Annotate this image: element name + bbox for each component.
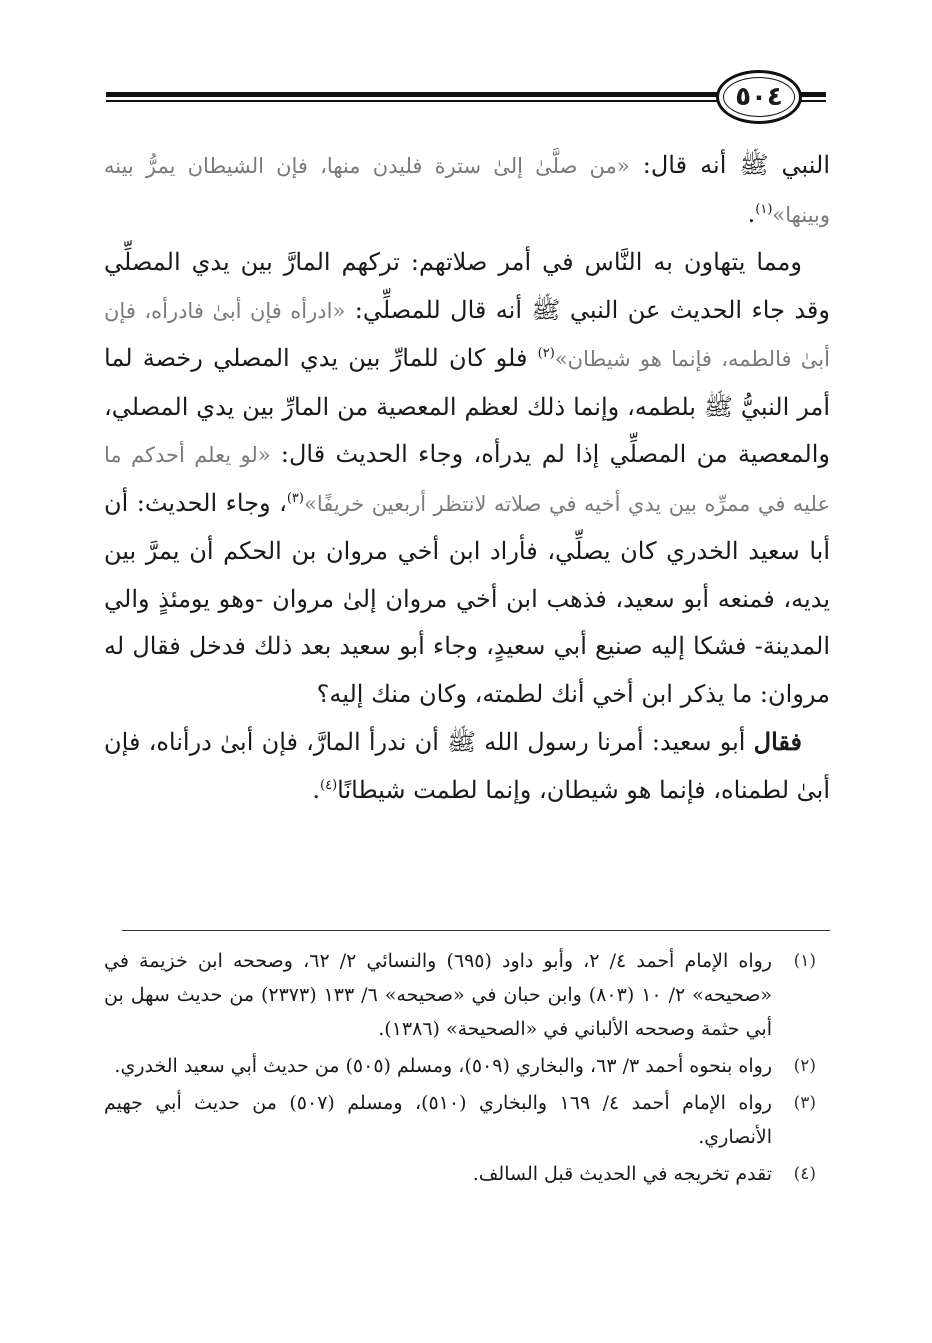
p3-lead: فقال — [753, 727, 802, 756]
footnotes — [104, 944, 816, 1194]
footnote-number: (٤) — [793, 1164, 816, 1184]
footnote-item — [104, 1086, 816, 1154]
hadith-quote-1: «من صلَّىٰ إلىٰ سترة فليدن منها، فإن الشيطان يمرُّ بينه وبينها» — [104, 154, 830, 227]
footnote-item — [104, 944, 816, 1046]
footnote-number: (٢) — [793, 1056, 816, 1076]
footnote-item — [104, 1157, 816, 1191]
p2-text-2: فلو كان للمارِّ بين يدي المصلي رخصة لما أمر النبيُّ ﷺ بلطمه، وإنما ذلك لعظم المعصية من المارِّ بين يدي المصلي، والمعصية من المصلِّي إذا لم يدرأه، وجاء الحديث قال: — [104, 344, 830, 468]
paragraph-1 — [104, 142, 830, 239]
footnote-divider — [122, 930, 830, 931]
footnote-item — [104, 1049, 816, 1083]
footnote-text: رواه بنحوه أحمد ٣/ ٦٣، والبخاري (٥٠٩)، ومسلم (٥٠٥) من حديث أبي سعيد الخدري. — [114, 1055, 772, 1077]
page-number: ٥٠٤ — [735, 82, 783, 112]
footnote-number: (١) — [793, 951, 816, 971]
paragraph-3 — [104, 718, 830, 814]
p3-text: أبو سعيد: أمرنا رسول الله ﷺ أن ندرأ المارَّ، فإن أبىٰ درأناه، فإن أبىٰ لطمناه، فإنما هو شيطان، وإنما لطمت شيطانًا — [104, 728, 830, 804]
p1-lead: النبي ﷺ أنه قال: — [629, 151, 831, 179]
footnote-text: رواه الإمام أحمد ٤/ ٢، وأبو داود (٦٩٥) والنسائي ٢/ ٦٢، وصححه ابن خزيمة في «صحيحه» ٢/ ١٠ (٨٠٣) وابن حبان في «صحيحه» ٦/ ١٣٣ (٢٣٧٣) من حديث سهل بن أبي حثمة وصححه الألباني في «الصحيحة» (١٣٨٦). — [104, 950, 772, 1040]
hadith-quote-2: «ادرأه فإن أبىٰ فادرأه، فإن أبىٰ فالطمه، فإنما هو شيطان» — [104, 298, 830, 371]
footnote-ref-2[interactable]: (٢) — [537, 346, 555, 361]
page-number-badge — [716, 70, 802, 124]
p2-text-1: ومما يتهاون به النَّاس في أمر صلاتهم: تركهم المارَّ بين يدي المصلِّي وقد جاء الحديث عن النبي ﷺ أنه قال للمصلِّي: — [104, 248, 830, 324]
p3-tail: . — [312, 775, 321, 804]
p1-tail: . — [747, 199, 756, 228]
main-text — [104, 142, 830, 814]
footnote-ref-4[interactable]: (٤) — [320, 777, 338, 793]
footnote-number: (٣) — [793, 1093, 816, 1113]
footnote-ref-1[interactable]: (١) — [755, 201, 773, 217]
footnote-ref-3[interactable]: (٣) — [286, 490, 304, 506]
paragraph-2 — [104, 239, 830, 718]
footnote-text: تقدم تخريجه في الحديث قبل السالف. — [472, 1163, 772, 1185]
footnote-text: رواه الإمام أحمد ٤/ ١٦٩ والبخاري (٥١٠)، ومسلم (٥٠٧) من حديث أبي جهيم الأنصاري. — [104, 1092, 772, 1148]
p2-text-3: ، وجاء الحديث: أن أبا سعيد الخدري كان يصلِّي، فأراد ابن أخي مروان بن الحكم أن يمرَّ بين يديه، فمنعه أبو سعيد، فذهب ابن أخي مروان إلىٰ مروان -وهو يومئذٍ والي المدينة- فشكا إليه صنيع أبي سعيدٍ، وجاء أبو سعيد بعد ذلك فدخل فقال له مروان: ما يذكر ابن أخي أنك لطمته، وكان منك إليه؟ — [104, 488, 830, 708]
header-rule — [106, 92, 722, 102]
hadith-quote-3: «لو يعلم أحدكم ما عليه في ممرِّه بين يدي أخيه في صلاته لانتظر أربعين خريفًا» — [104, 443, 830, 516]
